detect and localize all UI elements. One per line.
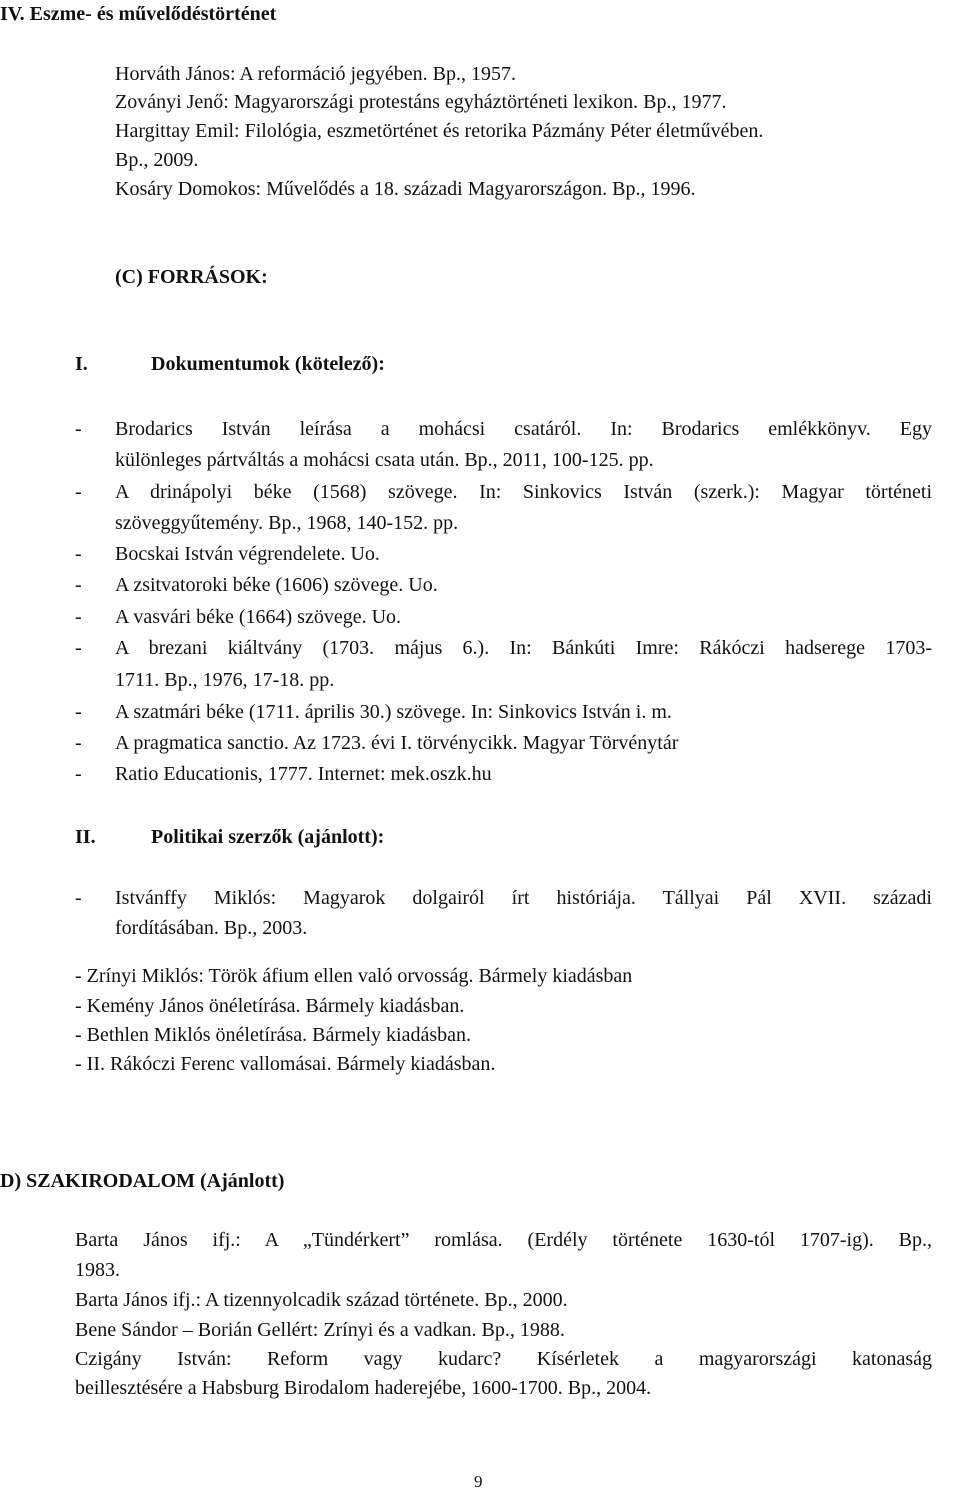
section-i-number: I.	[75, 353, 88, 375]
section-d-heading: D) SZAKIRODALOM (Ajánlott)	[0, 1170, 285, 1192]
bibliography-entry-continued: 1983.	[75, 1259, 120, 1281]
list-item: Brodarics István leírása a mohácsi csatáról. In: Brodarics emlékkönyv. Egy	[115, 418, 932, 440]
list-item: A zsitvatoroki béke (1606) szövege. Uo.	[115, 574, 438, 596]
list-item-continued: 1711. Bp., 1976, 17-18. pp.	[115, 669, 335, 691]
reference-line: Bp., 2009.	[115, 149, 199, 171]
list-item: Bocskai István végrendelete. Uo.	[115, 543, 380, 565]
bibliography-entry: Barta János ifj.: A tizennyolcadik század története. Bp., 2000.	[75, 1289, 568, 1311]
list-item: Istvánffy Miklós: Magyarok dolgairól írt históriája. Tállyai Pál XVII. századi	[115, 887, 932, 909]
section-ii-number: II.	[75, 826, 96, 848]
list-dash: -	[75, 543, 82, 565]
list-dash: -	[75, 606, 82, 628]
list-dash: -	[75, 887, 82, 909]
list-item: - Zrínyi Miklós: Török áfium ellen való orvosság. Bármely kiadásban	[75, 965, 633, 987]
reference-line: Zoványi Jenő: Magyarországi protestáns egyháztörténeti lexikon. Bp., 1977.	[115, 91, 727, 113]
list-item: A vasvári béke (1664) szövege. Uo.	[115, 606, 402, 628]
list-item: A drinápolyi béke (1568) szövege. In: Sinkovics István (szerk.): Magyar történeti	[115, 481, 932, 503]
list-item: - II. Rákóczi Ferenc vallomásai. Bármely kiadásban.	[75, 1053, 496, 1075]
list-dash: -	[75, 574, 82, 596]
list-item: - Kemény János önéletírása. Bármely kiadásban.	[75, 995, 465, 1017]
list-item: A szatmári béke (1711. április 30.) szövege. In: Sinkovics István i. m.	[115, 701, 672, 723]
page-number: 9	[474, 1472, 483, 1491]
list-item: Ratio Educationis, 1777. Internet: mek.oszk.hu	[115, 763, 492, 785]
list-item-continued: szöveggyűtemény. Bp., 1968, 140-152. pp.	[115, 512, 459, 534]
bibliography-entry-continued: beillesztésére a Habsburg Birodalom haderejébe, 1600-1700. Bp., 2004.	[75, 1377, 652, 1399]
bibliography-entry: Bene Sándor – Borián Gellért: Zrínyi és a vadkan. Bp., 1988.	[75, 1319, 565, 1341]
reference-line: Kosáry Domokos: Művelődés a 18. századi Magyarországon. Bp., 1996.	[115, 178, 696, 200]
list-item-continued: fordításában. Bp., 2003.	[115, 917, 308, 939]
list-item: A brezani kiáltvány (1703. május 6.). In: Bánkúti Imre: Rákóczi hadserege 1703-	[115, 637, 932, 659]
list-dash: -	[75, 701, 82, 723]
sources-heading: (C) FORRÁSOK:	[115, 266, 268, 288]
list-dash: -	[75, 481, 82, 503]
reference-line: Hargittay Emil: Filológia, eszmetörténet és retorika Pázmány Péter életművében.	[115, 120, 764, 142]
bibliography-entry: Czigány István: Reform vagy kudarc? Kísérletek a magyarországi katonaság	[75, 1348, 932, 1370]
reference-line: Horváth János: A reformáció jegyében. Bp., 1957.	[115, 63, 517, 85]
list-dash: -	[75, 732, 82, 754]
section-heading-iv: IV. Eszme- és művelődéstörténet	[0, 3, 277, 25]
list-dash: -	[75, 637, 82, 659]
list-item: A pragmatica sanctio. Az 1723. évi I. törvénycikk. Magyar Törvénytár	[115, 732, 679, 754]
bibliography-entry: Barta János ifj.: A „Tündérkert” romlása. (Erdély története 1630-tól 1707-ig). Bp.,	[75, 1229, 932, 1251]
list-dash: -	[75, 763, 82, 785]
list-item: - Bethlen Miklós önéletírása. Bármely kiadásban.	[75, 1024, 472, 1046]
section-i-title: Dokumentumok (kötelező):	[151, 353, 385, 375]
list-item-continued: különleges pártváltás a mohácsi csata után. Bp., 2011, 100-125. pp.	[115, 449, 654, 471]
section-ii-title: Politikai szerzők (ajánlott):	[151, 826, 385, 848]
list-dash: -	[75, 418, 82, 440]
